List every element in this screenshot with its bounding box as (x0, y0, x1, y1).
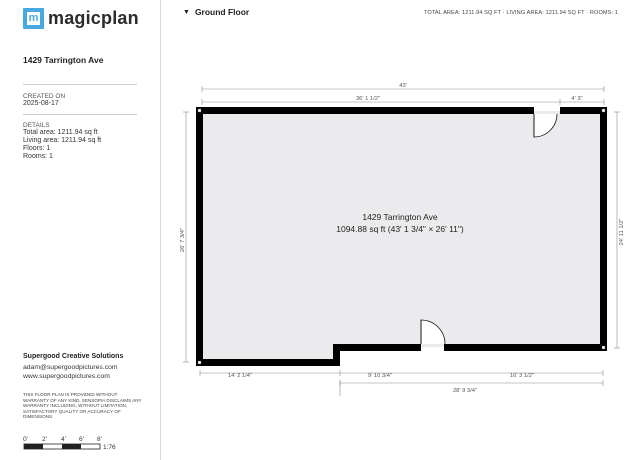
divider (23, 114, 137, 115)
details-floors: Floors: 1 (23, 145, 51, 152)
floor-name: Ground Floor (194, 7, 250, 17)
scale-bar-segment (24, 444, 43, 449)
scale-tick-label: 0' (23, 436, 28, 443)
property-address: 1429 Tarrington Ave (23, 55, 104, 65)
scale-tick-label: 8' (97, 436, 102, 443)
dim-bottom-left: 14' 2 1/4" (227, 373, 253, 379)
divider (23, 84, 137, 85)
scale-bar-segment (62, 444, 81, 449)
magicplan-logo (23, 8, 139, 29)
details-total-area: Total area: 1211.94 sq ft (23, 129, 98, 136)
brand-name: magicplan (48, 8, 139, 28)
wall-bottom-mid (333, 344, 421, 351)
dim-top-total: 43' (399, 83, 407, 89)
scale-ratio: 1:76 (103, 444, 116, 451)
sidebar (0, 0, 161, 460)
area-summary: TOTAL AREA: 1211.94 SQ FT · LIVING AREA: 1211.94 SQ FT · ROOMS: 1 (423, 10, 618, 16)
dim-bottom-total: 28' 9 3/4" (452, 388, 478, 394)
room-name: 1429 Tarrington Ave (362, 212, 438, 222)
scale-tick-label: 4' (61, 436, 66, 443)
scale-tick-label: 2' (42, 436, 47, 443)
wall-bottom-left (196, 359, 340, 366)
magicplan-logo-icon (23, 8, 44, 29)
wall-top-left (196, 107, 534, 114)
company-email[interactable]: adam@supergoodpictures.com (23, 364, 118, 371)
details-living-area: Living area: 1211.94 sq ft (23, 137, 102, 144)
wall-bottom-right (444, 344, 607, 351)
wall-left (196, 107, 203, 366)
floor-plan (160, 0, 640, 460)
disclaimer-text: THIS FLOOR PLAN IS PROVIDED WITHOUT WARRANTY OF ANY KIND. SENSOPIA DISCLAIMS ANY WARRANTY INCLUDING, WITHOUT LIMITATION, SATISFACTORY QUALITY OR ACCURACY OF DIMENSIONS. (23, 392, 142, 420)
details-label: DETAILS (23, 122, 50, 129)
triangle-down-icon: ▼ (183, 8, 190, 16)
dim-top-left: 36' 1 1/2" (355, 96, 381, 102)
scale-tick-label: 6' (79, 436, 84, 443)
company-website[interactable]: www.supergoodpictures.com (23, 373, 110, 380)
created-on-date: 2025-08-17 (23, 100, 59, 107)
wall-top-right (560, 107, 607, 114)
dim-bottom-right: 16' 3 1/2" (509, 373, 535, 379)
dim-right: 24' 11 1/2" (619, 218, 625, 246)
dim-top-right: 4' 3" (571, 96, 583, 102)
logo-mark-letter: m (28, 12, 39, 24)
scale-bar (23, 434, 143, 456)
dim-left: 26' 7 3/4" (180, 227, 186, 253)
company-name: Supergood Creative Solutions (23, 353, 124, 360)
room-area: 1094.88 sq ft (43' 1 3/4" × 26' 11") (336, 224, 464, 234)
room-floor (200, 111, 603, 362)
wall-right (600, 107, 607, 351)
details-rooms: Rooms: 1 (23, 153, 53, 160)
dim-bottom-mid: 9' 10 3/4" (367, 373, 393, 379)
created-on-label: CREATED ON (23, 93, 66, 100)
